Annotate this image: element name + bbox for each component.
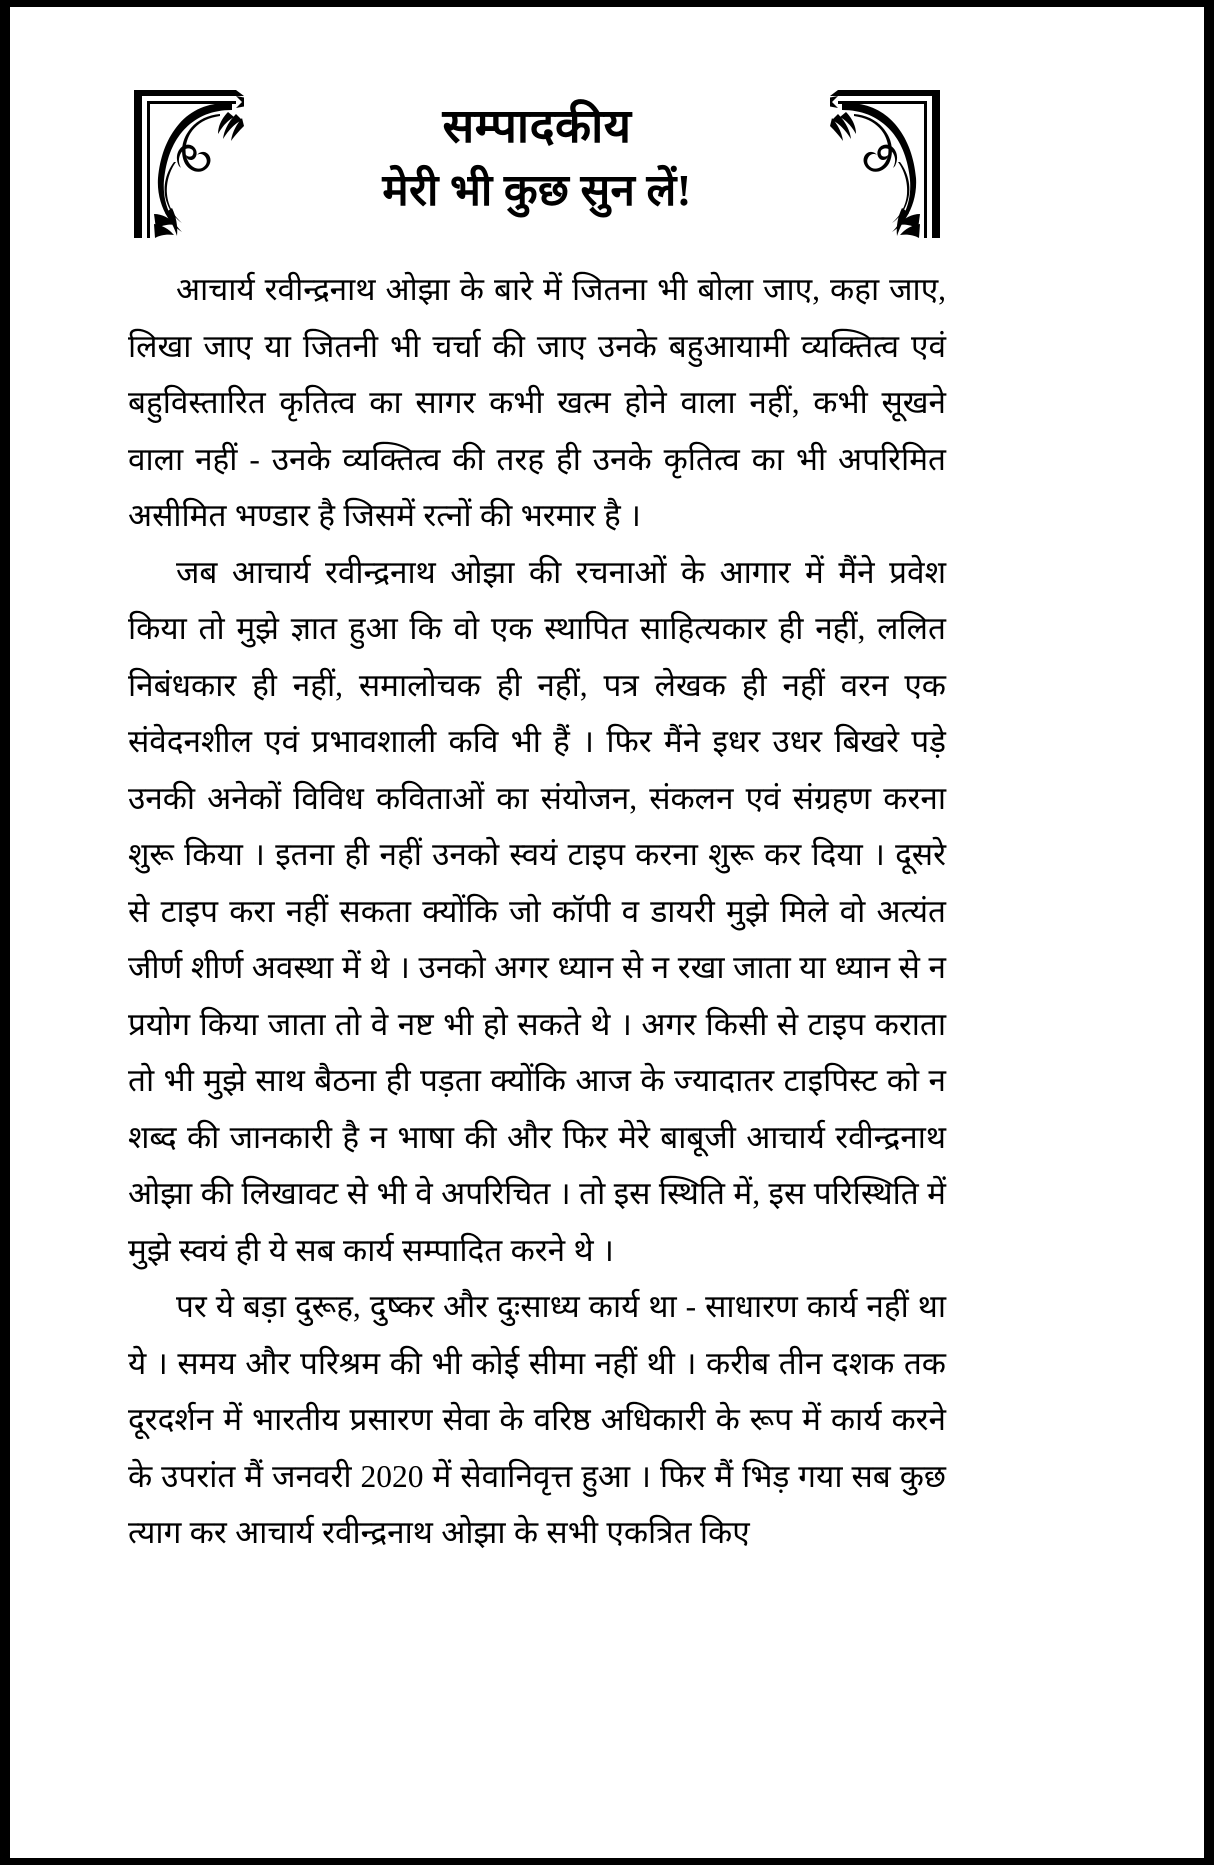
page-subtitle: मेरी भी कुछ सुन लें! [382, 166, 692, 216]
page-content [128, 88, 946, 1562]
page-title: सम्पादकीय [442, 101, 632, 153]
article-body [128, 262, 946, 1562]
paragraph: जब आचार्य रवीन्द्रनाथ ओझा की रचनाओं के आगार में मैंने प्रवेश किया तो मुझे ज्ञात हुआ कि वो एक स्थापित साहित्यकार ही नहीं, ललित निबंधकार ही नहीं, समालोचक ही नहीं, पत्र लेखक ही नहीं वरन एक संवेदनशील एवं प्रभावशाली कवि भी हैं । फिर मैंने इधर उधर बिखरे पड़े उनकी अनेकों विविध कविताओं का संयोजन, संकलन एवं संग्रहण करना शुरू किया । इतना ही नहीं उनको स्वयं टाइप करना शुरू कर दिया । दूसरे से टाइप करा नहीं सकता क्योंकि जो कॉपी व डायरी मुझे मिले वो अत्यंत जीर्ण शीर्ण अवस्था में थे । उनको अगर ध्यान से न रखा जाता या ध्यान से न प्रयोग किया जाता तो वे नष्ट भी हो सकते थे । अगर किसी से टाइप कराता तो भी मुझे साथ बैठना ही पड़ता क्योंकि आज के ज्यादातर टाइपिस्ट को न शब्द की जानकारी है न भाषा की और फिर मेरे बाबूजी आचार्य रवीन्द्रनाथ ओझा की लिखावट से भी वे अपरिचित । तो इस स्थिति में, इस परिस्थिति में मुझे स्वयं ही ये सब कार्य सम्पादित करने थे । [128, 554, 946, 1268]
paragraph: आचार्य रवीन्द्रनाथ ओझा के बारे में जितना भी बोला जाए, कहा जाए, लिखा जाए या जितनी भी चर्चा की जाए उनके बहुआयामी व्यक्तित्व एवं बहुविस्तारित कृतित्व का सागर कभी खत्म होने वाला नहीं, कभी सूखने वाला नहीं - उनके व्यक्तित्व की तरह ही उनके कृतित्व का भी अपरिमित असीमित भण्डार है जिसमें रत्नों की भरमार है । [128, 272, 946, 533]
paragraph: पर ये बड़ा दुरूह, दुष्कर और दुःसाध्य कार्य था - साधारण कार्य नहीं था ये । समय और परिश्रम की भी कोई सीमा नहीं थी । करीब तीन दशक तक दूरदर्शन में भारतीय प्रसारण सेवा के वरिष्ठ अधिकारी के रूप में कार्य करने के उपरांत मैं जनवरी 2020 में सेवानिवृत्त हुआ । फिर मैं भिड़ गया सब कुछ त्याग कर आचार्य रवीन्द्रनाथ ओझा के सभी एकत्रित किए [128, 1289, 946, 1550]
floral-corner-ornament-right-icon [830, 88, 942, 238]
title-block [240, 96, 834, 221]
masthead [128, 88, 946, 248]
floral-corner-ornament-left-icon [132, 88, 244, 238]
